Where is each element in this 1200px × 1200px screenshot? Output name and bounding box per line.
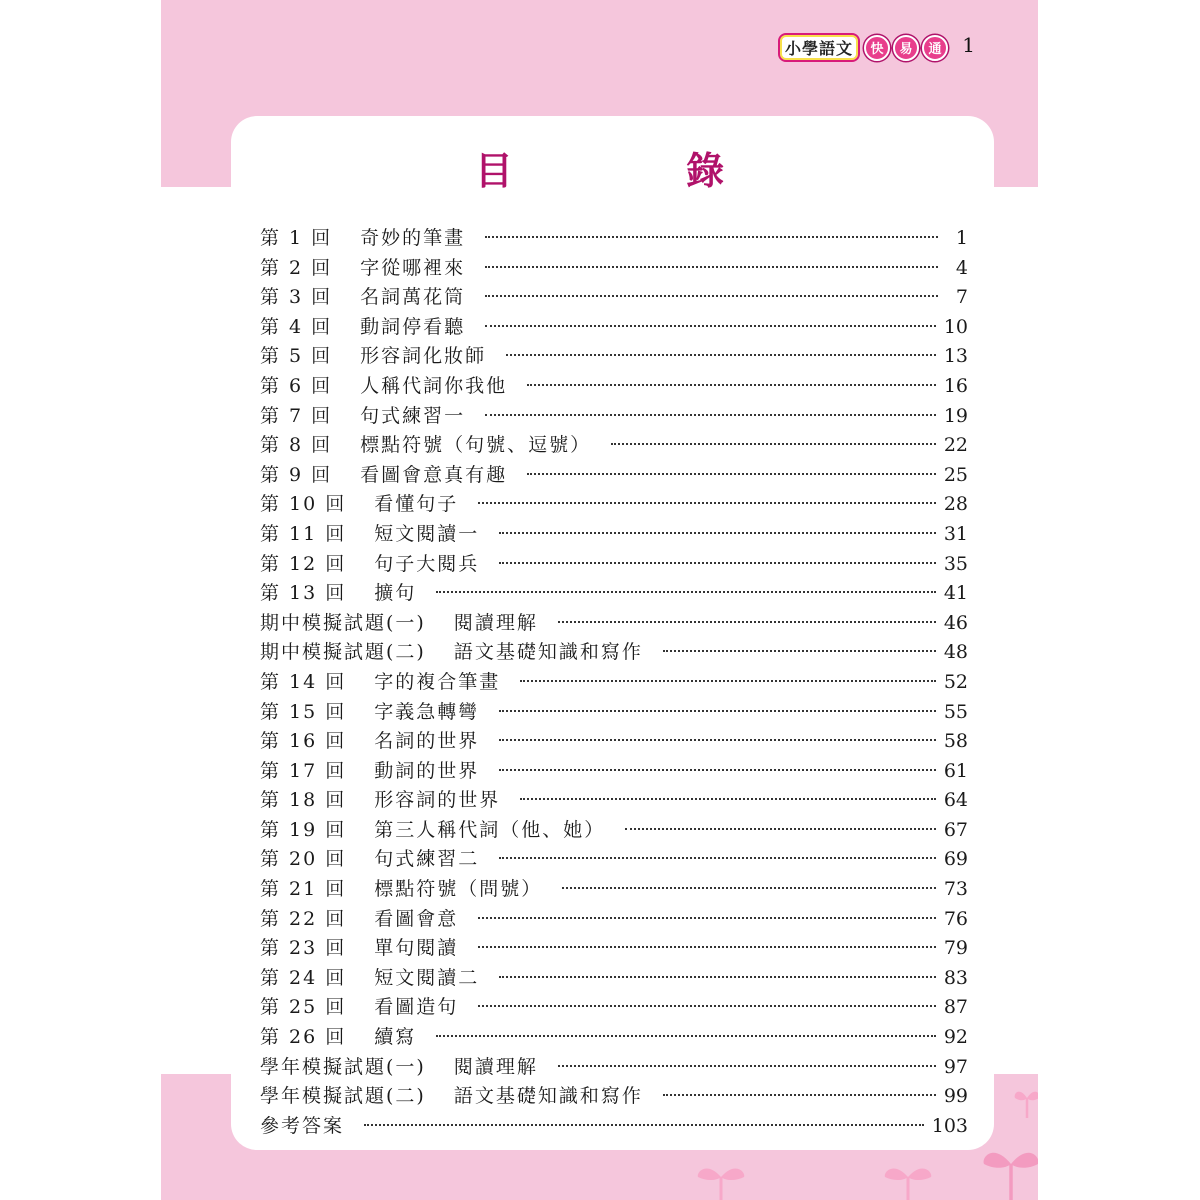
page-title: 目 錄 bbox=[474, 148, 805, 193]
toc-entry[interactable] bbox=[260, 963, 968, 993]
toc-entry-label: 第 5 回 bbox=[260, 345, 333, 368]
toc-entry-title: 短文閱讀一 bbox=[374, 522, 480, 545]
toc-entry[interactable] bbox=[260, 282, 968, 312]
toc-entry[interactable] bbox=[260, 430, 968, 460]
toc-entry-label: 第 25 回 bbox=[260, 996, 347, 1019]
toc-entry-label: 學年模擬試題(二) bbox=[260, 1085, 426, 1108]
toc-leader-dots bbox=[499, 857, 936, 859]
toc-entry-title: 句式練習二 bbox=[374, 848, 480, 871]
toc-entry-label: 學年模擬試題(一) bbox=[260, 1055, 426, 1078]
toc-entry-title: 短文閱讀二 bbox=[374, 966, 480, 989]
toc-entry-title: 看懂句子 bbox=[374, 493, 459, 516]
toc-entry-page: 76 bbox=[943, 907, 968, 930]
toc-entry-page: 31 bbox=[943, 522, 968, 545]
toc-leader-dots bbox=[364, 1124, 924, 1126]
toc-entry-title: 單句閱讀 bbox=[374, 937, 459, 960]
toc-leader-dots bbox=[520, 798, 936, 800]
toc-entry-page: 97 bbox=[943, 1055, 968, 1078]
toc-entry-label: 第 1 回 bbox=[260, 227, 333, 249]
toc-entry-label: 第 4 回 bbox=[260, 315, 333, 338]
toc-entry[interactable] bbox=[260, 341, 968, 371]
toc-leader-dots bbox=[506, 354, 936, 356]
brand-char: 快 bbox=[864, 35, 890, 61]
toc-entry[interactable] bbox=[260, 578, 968, 608]
toc-entry-title: 標點符號（問號） bbox=[374, 878, 543, 901]
toc-entry-page: 22 bbox=[943, 434, 968, 457]
toc-entry-label: 第 3 回 bbox=[260, 286, 333, 309]
toc-leader-dots bbox=[558, 1065, 936, 1067]
toc-leader-dots bbox=[478, 946, 936, 948]
toc-entry-title: 形容詞化妝師 bbox=[360, 345, 487, 368]
toc-leader-dots bbox=[485, 295, 938, 297]
toc-entry-title: 名詞的世界 bbox=[374, 730, 480, 753]
toc-entry[interactable] bbox=[260, 697, 968, 727]
toc-entry-title: 字的複合筆畫 bbox=[374, 670, 501, 693]
toc-entry-label: 第 14 回 bbox=[260, 670, 347, 693]
toc-entry[interactable] bbox=[260, 756, 968, 786]
toc-leader-dots bbox=[520, 680, 936, 682]
toc-leader-dots bbox=[527, 473, 936, 475]
toc-entry[interactable] bbox=[260, 637, 968, 667]
toc-leader-dots bbox=[499, 769, 936, 771]
toc-leader-dots bbox=[499, 532, 936, 534]
toc-entry-label: 第 8 回 bbox=[260, 434, 333, 457]
toc-entry-label: 第 12 回 bbox=[260, 552, 347, 575]
toc-leader-dots bbox=[436, 1035, 936, 1037]
toc-leader-dots bbox=[478, 502, 936, 504]
toc-entry-page: 55 bbox=[943, 700, 968, 723]
toc-entry-label: 第 26 回 bbox=[260, 1026, 347, 1049]
toc-entry-label: 第 21 回 bbox=[260, 878, 347, 901]
toc-entry-page: 46 bbox=[943, 611, 968, 634]
toc-entry-title: 看圖會意真有趣 bbox=[360, 463, 508, 486]
toc-entry-title: 動詞停看聽 bbox=[360, 315, 466, 338]
toc-entry-label: 第 2 回 bbox=[260, 256, 333, 279]
toc-entry[interactable] bbox=[260, 992, 968, 1022]
toc-leader-dots bbox=[499, 710, 936, 712]
toc-leader-dots bbox=[611, 443, 936, 445]
toc-entry-label: 期中模擬試題(二) bbox=[260, 641, 426, 664]
toc-leader-dots bbox=[558, 621, 936, 623]
toc-entry-page: 67 bbox=[943, 818, 968, 841]
toc-entry-label: 期中模擬試題(一) bbox=[260, 611, 426, 634]
toc-entry[interactable] bbox=[260, 371, 968, 401]
brand-char: 通 bbox=[922, 35, 948, 61]
toc-entry-label: 第 16 回 bbox=[260, 730, 347, 753]
toc-leader-dots bbox=[485, 414, 936, 416]
page-number: 1 bbox=[962, 33, 975, 57]
toc-entry-page: 48 bbox=[943, 641, 968, 664]
toc-entry[interactable] bbox=[260, 904, 968, 934]
toc-leader-dots bbox=[485, 325, 936, 327]
toc-entry-page: 1 bbox=[955, 227, 968, 249]
toc-entry-label: 第 22 回 bbox=[260, 907, 347, 930]
toc-entry-page: 13 bbox=[943, 345, 968, 368]
toc-leader-dots bbox=[562, 887, 936, 889]
toc-entry[interactable] bbox=[260, 874, 968, 904]
series-brand bbox=[778, 33, 978, 62]
toc-leader-dots bbox=[499, 739, 936, 741]
sprout-icon bbox=[883, 1155, 933, 1200]
toc-entry[interactable] bbox=[260, 726, 968, 756]
toc-entry-page: 10 bbox=[943, 315, 968, 338]
toc-leader-dots bbox=[625, 828, 936, 830]
toc-entry-title: 字從哪裡來 bbox=[360, 256, 466, 279]
toc-entry-page: 103 bbox=[931, 1114, 968, 1137]
toc-entry-label: 第 9 回 bbox=[260, 463, 333, 486]
toc-entry[interactable] bbox=[260, 312, 968, 342]
toc-leader-dots bbox=[663, 650, 936, 652]
toc-entry-title: 動詞的世界 bbox=[374, 759, 480, 782]
toc-entry-title: 語文基礎知識和寫作 bbox=[453, 1085, 643, 1108]
toc-entry-page: 7 bbox=[955, 286, 968, 309]
sprout-icon bbox=[1013, 1084, 1038, 1118]
table-of-contents bbox=[260, 223, 968, 1140]
toc-entry-label: 第 7 回 bbox=[260, 404, 333, 427]
toc-entry-title: 人稱代詞你我他 bbox=[360, 374, 508, 397]
toc-entry-page: 64 bbox=[943, 789, 968, 812]
toc-entry-page: 73 bbox=[943, 878, 968, 901]
toc-entry-title: 擴句 bbox=[374, 582, 417, 605]
toc-entry-page: 4 bbox=[955, 256, 968, 279]
toc-entry-page: 35 bbox=[943, 552, 968, 575]
toc-entry-title: 閱讀理解 bbox=[453, 611, 538, 634]
toc-leader-dots bbox=[663, 1094, 936, 1096]
toc-entry-page: 41 bbox=[943, 582, 968, 605]
toc-entry-page: 19 bbox=[943, 404, 968, 427]
sprout-icon bbox=[981, 1136, 1038, 1200]
toc-leader-dots bbox=[485, 266, 938, 268]
toc-entry-title: 語文基礎知識和寫作 bbox=[453, 641, 643, 664]
toc-entry-title: 閱讀理解 bbox=[453, 1055, 538, 1078]
toc-entry-title: 看圖造句 bbox=[374, 996, 459, 1019]
toc-entry[interactable] bbox=[260, 815, 968, 845]
toc-entry-title: 形容詞的世界 bbox=[374, 789, 501, 812]
toc-leader-dots bbox=[527, 384, 936, 386]
toc-entry-title: 名詞萬花筒 bbox=[360, 286, 466, 309]
toc-entry-label: 第 11 回 bbox=[260, 522, 347, 545]
brand-badges bbox=[864, 35, 948, 61]
toc-entry[interactable] bbox=[260, 1052, 968, 1082]
sprout-icon bbox=[696, 1155, 746, 1200]
toc-entry-page: 87 bbox=[943, 996, 968, 1019]
toc-entry[interactable] bbox=[260, 844, 968, 874]
toc-entry-page: 28 bbox=[943, 493, 968, 516]
toc-entry-page: 16 bbox=[943, 374, 968, 397]
toc-leader-dots bbox=[499, 976, 936, 978]
toc-leader-dots bbox=[436, 591, 936, 593]
toc-entry[interactable] bbox=[260, 1022, 968, 1052]
toc-entry[interactable] bbox=[260, 785, 968, 815]
toc-leader-dots bbox=[485, 236, 938, 238]
toc-entry-label: 第 15 回 bbox=[260, 700, 347, 723]
toc-entry[interactable] bbox=[260, 489, 968, 519]
toc-entry-page: 79 bbox=[943, 937, 968, 960]
toc-entry-title: 第三人稱代詞（他、她） bbox=[374, 818, 606, 841]
toc-entry[interactable] bbox=[260, 519, 968, 549]
toc-entry[interactable] bbox=[260, 1081, 968, 1111]
toc-entry-title: 續寫 bbox=[374, 1026, 417, 1049]
toc-entry[interactable] bbox=[260, 253, 968, 283]
toc-leader-dots bbox=[478, 917, 936, 919]
toc-entry-page: 61 bbox=[943, 759, 968, 782]
toc-leader-dots bbox=[478, 1005, 936, 1007]
toc-entry-page: 99 bbox=[943, 1085, 968, 1108]
toc-entry[interactable] bbox=[260, 667, 968, 697]
toc-leader-dots bbox=[499, 562, 936, 564]
toc-entry[interactable] bbox=[260, 549, 968, 579]
toc-entry-label: 第 13 回 bbox=[260, 582, 347, 605]
toc-entry[interactable] bbox=[260, 608, 968, 638]
toc-entry[interactable] bbox=[260, 223, 968, 253]
toc-entry-title: 標點符號（句號、逗號） bbox=[360, 434, 592, 457]
toc-entry-label: 第 6 回 bbox=[260, 374, 333, 397]
toc-entry-label: 第 19 回 bbox=[260, 818, 347, 841]
toc-entry-page: 69 bbox=[943, 848, 968, 871]
toc-entry-title: 句子大閱兵 bbox=[374, 552, 480, 575]
book-page bbox=[161, 0, 1038, 1200]
brand-char: 易 bbox=[893, 35, 919, 61]
toc-entry[interactable] bbox=[260, 460, 968, 490]
toc-entry-title: 字義急轉彎 bbox=[374, 700, 480, 723]
toc-entry-label: 第 18 回 bbox=[260, 789, 347, 812]
toc-entry-page: 58 bbox=[943, 730, 968, 753]
toc-entry-label: 第 17 回 bbox=[260, 759, 347, 782]
toc-entry[interactable] bbox=[260, 401, 968, 431]
toc-entry-label: 第 23 回 bbox=[260, 937, 347, 960]
toc-entry-label: 第 10 回 bbox=[260, 493, 347, 516]
toc-entry-label: 第 20 回 bbox=[260, 848, 347, 871]
toc-entry-label: 參考答案 bbox=[260, 1114, 345, 1137]
toc-entry[interactable] bbox=[260, 1111, 968, 1141]
toc-entry-title: 奇妙的筆畫 bbox=[360, 227, 466, 249]
brand-main: 小學語文 bbox=[778, 33, 860, 62]
toc-entry-page: 83 bbox=[943, 966, 968, 989]
toc-entry-page: 92 bbox=[943, 1026, 968, 1049]
toc-entry-page: 25 bbox=[943, 463, 968, 486]
toc-entry-page: 52 bbox=[943, 670, 968, 693]
toc-entry[interactable] bbox=[260, 933, 968, 963]
toc-entry-title: 句式練習一 bbox=[360, 404, 466, 427]
toc-entry-title: 看圖會意 bbox=[374, 907, 459, 930]
toc-entry-label: 第 24 回 bbox=[260, 966, 347, 989]
